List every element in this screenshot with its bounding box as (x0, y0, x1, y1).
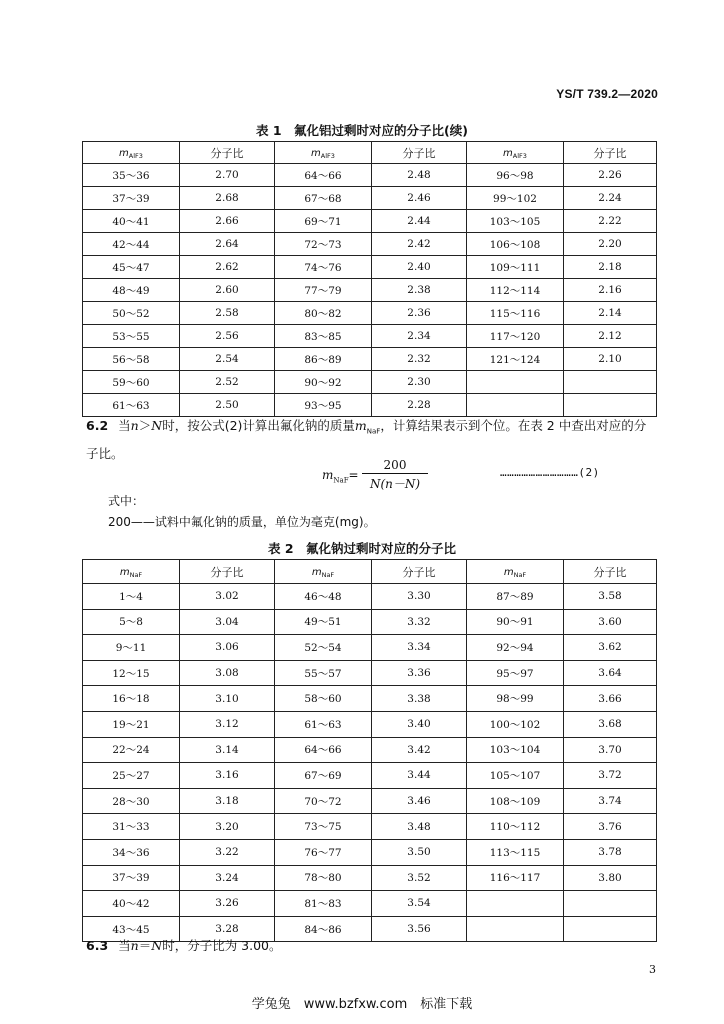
section-number: 6.2 (86, 418, 109, 433)
ratio-cell: 2.54 (180, 348, 275, 371)
ratio-cell: 3.38 (372, 686, 467, 712)
ratio-cell: 2.22 (564, 210, 657, 233)
range-cell: 98～99 (467, 686, 564, 712)
ratio-cell: 3.74 (564, 788, 657, 814)
range-cell: 69～71 (275, 210, 372, 233)
range-cell: 96～98 (467, 164, 564, 187)
range-cell (467, 394, 564, 417)
ratio-cell: 3.46 (372, 788, 467, 814)
range-cell: 115～116 (467, 302, 564, 325)
ratio-cell: 3.44 (372, 763, 467, 789)
range-cell: 87～89 (467, 584, 564, 610)
table2-header-ratio: 分子比 (372, 560, 467, 584)
ratio-cell: 3.04 (180, 609, 275, 635)
table-row (83, 660, 657, 686)
table-row (83, 164, 657, 187)
table-row (83, 279, 657, 302)
range-cell: 58～60 (275, 686, 372, 712)
table1 (82, 141, 657, 417)
ratio-cell: 2.66 (180, 210, 275, 233)
ratio-cell: 3.18 (180, 788, 275, 814)
range-cell: 67～68 (275, 187, 372, 210)
table1-header-row (83, 142, 657, 164)
ratio-cell: 2.50 (180, 394, 275, 417)
range-cell: 78～80 (275, 865, 372, 891)
ratio-cell: 3.66 (564, 686, 657, 712)
footer-watermark: 学兔兔 www.bzfxw.com 标准下载 (251, 997, 473, 1012)
range-cell: 53～55 (83, 325, 180, 348)
ratio-cell: 2.16 (564, 279, 657, 302)
range-cell: 55～57 (275, 660, 372, 686)
ratio-cell: 3.50 (372, 839, 467, 865)
ratio-cell (564, 394, 657, 417)
section-6-3: 6.3 当n＝N时，分子比为 3.00。 (86, 938, 282, 953)
range-cell: 108～109 (467, 788, 564, 814)
range-cell: 74～76 (275, 256, 372, 279)
ratio-cell: 3.14 (180, 737, 275, 763)
range-cell: 103～104 (467, 737, 564, 763)
range-cell: 16～18 (83, 686, 180, 712)
ratio-cell: 3.20 (180, 814, 275, 840)
ratio-cell: 2.40 (372, 256, 467, 279)
formula-number: ……………………………(2) (500, 466, 600, 479)
ratio-cell (564, 371, 657, 394)
ratio-cell: 2.30 (372, 371, 467, 394)
range-cell: 121～124 (467, 348, 564, 371)
ratio-cell: 3.52 (372, 865, 467, 891)
range-cell: 37～39 (83, 865, 180, 891)
range-cell: 61～63 (83, 394, 180, 417)
range-cell: 103～105 (467, 210, 564, 233)
range-cell: 92～94 (467, 635, 564, 661)
table-row (83, 839, 657, 865)
ratio-cell: 2.56 (180, 325, 275, 348)
ratio-cell: 2.64 (180, 233, 275, 256)
range-cell: 49～51 (275, 609, 372, 635)
range-cell: 40～41 (83, 210, 180, 233)
ratio-cell: 2.68 (180, 187, 275, 210)
table-row (83, 865, 657, 891)
table-row (83, 686, 657, 712)
ratio-cell: 2.10 (564, 348, 657, 371)
table1-header-m: $m_{AlF3}$ (275, 142, 372, 164)
table2-header-m: $m_{NaF}$ (83, 560, 180, 584)
table-row (83, 737, 657, 763)
range-cell: 116～117 (467, 865, 564, 891)
table-row (83, 609, 657, 635)
range-cell: 72～73 (275, 233, 372, 256)
range-cell: 64～66 (275, 164, 372, 187)
where-definition: 200——试料中氟化钠的质量，单位为毫克(mg)。 (108, 515, 376, 529)
table1-header-ratio: 分子比 (564, 142, 657, 164)
range-cell (467, 371, 564, 394)
table-row (83, 233, 657, 256)
ratio-cell: 3.02 (180, 584, 275, 610)
range-cell: 64～66 (275, 737, 372, 763)
ratio-cell: 3.76 (564, 814, 657, 840)
ratio-cell: 3.24 (180, 865, 275, 891)
range-cell: 95～97 (467, 660, 564, 686)
table1-caption: 表 1 氟化铝过剩时对应的分子比(续) (256, 123, 468, 138)
range-cell: 56～58 (83, 348, 180, 371)
table-row (83, 814, 657, 840)
range-cell: 81～83 (275, 891, 372, 917)
range-cell: 86～89 (275, 348, 372, 371)
table1-header-ratio: 分子比 (180, 142, 275, 164)
ratio-cell: 2.48 (372, 164, 467, 187)
table-row (83, 891, 657, 917)
range-cell: 37～39 (83, 187, 180, 210)
ratio-cell: 2.46 (372, 187, 467, 210)
table-row (83, 325, 657, 348)
ratio-cell: 2.18 (564, 256, 657, 279)
range-cell: 61～63 (275, 711, 372, 737)
ratio-cell: 3.78 (564, 839, 657, 865)
range-cell: 110～112 (467, 814, 564, 840)
ratio-cell: 3.30 (372, 584, 467, 610)
formula-fraction: $\frac{200}{N(n-N)}$ (362, 458, 428, 492)
table-row (83, 256, 657, 279)
table-row (83, 302, 657, 325)
range-cell: 52～54 (275, 635, 372, 661)
ratio-cell: 3.64 (564, 660, 657, 686)
range-cell: 19～21 (83, 711, 180, 737)
ratio-cell: 3.10 (180, 686, 275, 712)
ratio-cell: 2.52 (180, 371, 275, 394)
range-cell: 28～30 (83, 788, 180, 814)
ratio-cell: 3.80 (564, 865, 657, 891)
range-cell: 90～91 (467, 609, 564, 635)
range-cell: 76～77 (275, 839, 372, 865)
range-cell: 73～75 (275, 814, 372, 840)
section-6-2: 6.2 当n＞N时，按公式(2)计算出氟化钠的质量$m_{NaF}$，计算结果表示到个位。在表 2 中查出对应的分子比。 (86, 418, 647, 461)
range-cell: 50～52 (83, 302, 180, 325)
ratio-cell: 2.70 (180, 164, 275, 187)
ratio-cell: 3.72 (564, 763, 657, 789)
ratio-cell: 3.34 (372, 635, 467, 661)
table2-header-m: $m_{NaF}$ (467, 560, 564, 584)
table2-caption: 表 2 氟化钠过剩时对应的分子比 (267, 541, 457, 556)
table2-header-m: $m_{NaF}$ (275, 560, 372, 584)
ratio-cell: 3.54 (372, 891, 467, 917)
ratio-cell: 2.26 (564, 164, 657, 187)
range-cell: 25～27 (83, 763, 180, 789)
table-row (83, 635, 657, 661)
ratio-cell (564, 891, 657, 917)
table-row (83, 371, 657, 394)
ratio-cell: 2.12 (564, 325, 657, 348)
ratio-cell: 2.38 (372, 279, 467, 302)
ratio-cell: 3.60 (564, 609, 657, 635)
range-cell: 83～85 (275, 325, 372, 348)
table-row (83, 187, 657, 210)
table1-header-m: $m_{AlF3}$ (467, 142, 564, 164)
table2-header-ratio: 分子比 (180, 560, 275, 584)
ratio-cell: 3.26 (180, 891, 275, 917)
range-cell: 112～114 (467, 279, 564, 302)
range-cell: 77～79 (275, 279, 372, 302)
ratio-cell: 2.44 (372, 210, 467, 233)
table-row (83, 348, 657, 371)
ratio-cell: 3.32 (372, 609, 467, 635)
range-cell: 40～42 (83, 891, 180, 917)
table-row (83, 394, 657, 417)
range-cell: 67～69 (275, 763, 372, 789)
ratio-cell: 2.34 (372, 325, 467, 348)
standard-code: YS/T 739.2—2020 (556, 87, 658, 101)
ratio-cell: 3.12 (180, 711, 275, 737)
ratio-cell: 3.22 (180, 839, 275, 865)
range-cell: 117～120 (467, 325, 564, 348)
table1-header-m: $m_{AlF3}$ (83, 142, 180, 164)
range-cell: 48～49 (83, 279, 180, 302)
range-cell: 100～102 (467, 711, 564, 737)
ratio-cell: 2.24 (564, 187, 657, 210)
ratio-cell: 3.06 (180, 635, 275, 661)
ratio-cell: 3.40 (372, 711, 467, 737)
ratio-cell: 2.28 (372, 394, 467, 417)
table2-header-ratio: 分子比 (564, 560, 657, 584)
range-cell (467, 891, 564, 917)
ratio-cell: 3.16 (180, 763, 275, 789)
range-cell: 46～48 (275, 584, 372, 610)
where-label: 式中： (108, 494, 145, 508)
range-cell: 42～44 (83, 233, 180, 256)
range-cell: 34～36 (83, 839, 180, 865)
range-cell: 93～95 (275, 394, 372, 417)
range-cell: 9～11 (83, 635, 180, 661)
range-cell: 59～60 (83, 371, 180, 394)
range-cell: 22～24 (83, 737, 180, 763)
table1-header-ratio: 分子比 (372, 142, 467, 164)
table2 (82, 559, 657, 942)
range-cell: 90～92 (275, 371, 372, 394)
range-cell: 80～82 (275, 302, 372, 325)
range-cell: 35～36 (83, 164, 180, 187)
ratio-cell: 2.36 (372, 302, 467, 325)
range-cell: 70～72 (275, 788, 372, 814)
ratio-cell: 2.32 (372, 348, 467, 371)
page-number: 3 (649, 963, 656, 976)
range-cell: 99～102 (467, 187, 564, 210)
ratio-cell: 2.58 (180, 302, 275, 325)
range-cell: 43～45 (83, 916, 180, 942)
ratio-cell: 2.42 (372, 233, 467, 256)
range-cell: 31～33 (83, 814, 180, 840)
section-number: 6.3 (86, 938, 109, 953)
ratio-cell: 3.28 (180, 916, 275, 942)
ratio-cell: 3.58 (564, 584, 657, 610)
table-row (83, 763, 657, 789)
ratio-cell: 3.70 (564, 737, 657, 763)
table-row (83, 210, 657, 233)
range-cell: 84～86 (275, 916, 372, 942)
range-cell: 45～47 (83, 256, 180, 279)
ratio-cell: 2.14 (564, 302, 657, 325)
ratio-cell: 2.62 (180, 256, 275, 279)
range-cell: 12～15 (83, 660, 180, 686)
table-row (83, 584, 657, 610)
ratio-cell: 2.20 (564, 233, 657, 256)
range-cell: 105～107 (467, 763, 564, 789)
table2-header-row (83, 560, 657, 584)
ratio-cell: 3.48 (372, 814, 467, 840)
range-cell: 106～108 (467, 233, 564, 256)
range-cell: 109～111 (467, 256, 564, 279)
range-cell: 5～8 (83, 609, 180, 635)
ratio-cell: 3.68 (564, 711, 657, 737)
ratio-cell: 3.08 (180, 660, 275, 686)
table-row (83, 711, 657, 737)
range-cell: 113～115 (467, 839, 564, 865)
ratio-cell: 3.36 (372, 660, 467, 686)
range-cell: 1～4 (83, 584, 180, 610)
table-row (83, 788, 657, 814)
ratio-cell: 3.62 (564, 635, 657, 661)
ratio-cell: 2.60 (180, 279, 275, 302)
ratio-cell: 3.56 (372, 916, 467, 942)
ratio-cell: 3.42 (372, 737, 467, 763)
